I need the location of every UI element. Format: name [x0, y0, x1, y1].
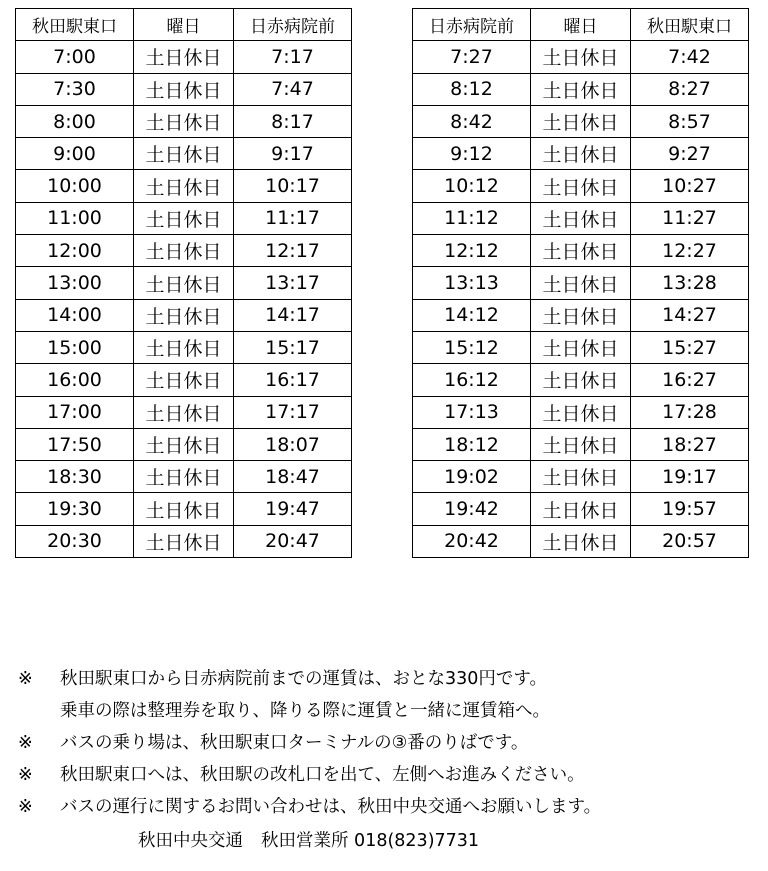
time-cell: 18:27: [631, 428, 749, 460]
note-line: [18, 759, 601, 791]
time-cell: 13:13: [413, 267, 531, 299]
column-header: 曜日: [531, 9, 631, 41]
time-cell: 16:00: [16, 364, 134, 396]
time-cell: 18:07: [234, 428, 352, 460]
day-cell: 土日休日: [134, 202, 234, 234]
note-mark: ※: [18, 733, 33, 753]
day-cell: 土日休日: [531, 461, 631, 493]
time-cell: 18:12: [413, 428, 531, 460]
time-cell: 7:17: [234, 41, 352, 73]
day-cell: 土日休日: [531, 41, 631, 73]
day-cell: 土日休日: [134, 525, 234, 557]
time-cell: 9:12: [413, 138, 531, 170]
time-cell: 8:17: [234, 105, 352, 137]
day-cell: 土日休日: [134, 428, 234, 460]
day-cell: 土日休日: [134, 493, 234, 525]
note-line: [18, 663, 601, 695]
time-cell: 8:12: [413, 73, 531, 105]
time-cell: 17:17: [234, 396, 352, 428]
time-cell: 12:12: [413, 235, 531, 267]
day-cell: 土日休日: [531, 331, 631, 363]
time-cell: 13:28: [631, 267, 749, 299]
table-row: [16, 41, 352, 73]
time-cell: 20:30: [16, 525, 134, 557]
footer-office: 秋田営業所 018(823)7731: [261, 831, 480, 851]
table-row: [413, 364, 749, 396]
left-header-row: [16, 9, 352, 41]
footer-company: 秋田中央交通: [138, 831, 243, 851]
day-cell: 土日休日: [531, 202, 631, 234]
day-cell: 土日休日: [531, 105, 631, 137]
table-row: [413, 235, 749, 267]
table-row: [16, 525, 352, 557]
time-cell: 19:17: [631, 461, 749, 493]
column-header: 日赤病院前: [413, 9, 531, 41]
table-row: [413, 493, 749, 525]
day-cell: 土日休日: [134, 461, 234, 493]
day-cell: 土日休日: [134, 331, 234, 363]
note-mark: ※: [18, 797, 33, 817]
table-row: [413, 138, 749, 170]
time-cell: 17:13: [413, 396, 531, 428]
day-cell: 土日休日: [134, 105, 234, 137]
column-header: 秋田駅東口: [631, 9, 749, 41]
note-text: 秋田駅東口へは、秋田駅の改札口を出て、左側へお進みください。: [60, 765, 585, 785]
table-row: [16, 331, 352, 363]
time-cell: 15:00: [16, 331, 134, 363]
day-cell: 土日休日: [134, 267, 234, 299]
note-text: 秋田駅東口から日赤病院前までの運賃は、おとな330円です。: [60, 669, 548, 689]
day-cell: 土日休日: [531, 525, 631, 557]
time-cell: 19:30: [16, 493, 134, 525]
table-row: [16, 428, 352, 460]
table-row: [16, 364, 352, 396]
table-row: [413, 267, 749, 299]
time-cell: 19:02: [413, 461, 531, 493]
table-row: [413, 105, 749, 137]
time-cell: 19:42: [413, 493, 531, 525]
time-cell: 20:57: [631, 525, 749, 557]
note-mark: ※: [18, 669, 33, 689]
day-cell: 土日休日: [531, 235, 631, 267]
table-row: [16, 202, 352, 234]
footer-contact: [138, 827, 479, 852]
day-cell: 土日休日: [531, 493, 631, 525]
note-line: [18, 791, 601, 823]
time-cell: 11:12: [413, 202, 531, 234]
time-cell: 18:47: [234, 461, 352, 493]
column-header: 曜日: [134, 9, 234, 41]
day-cell: 土日休日: [134, 396, 234, 428]
time-cell: 17:28: [631, 396, 749, 428]
time-cell: 14:17: [234, 299, 352, 331]
time-cell: 17:00: [16, 396, 134, 428]
time-cell: 7:30: [16, 73, 134, 105]
table-row: [413, 202, 749, 234]
time-cell: 15:17: [234, 331, 352, 363]
time-cell: 8:00: [16, 105, 134, 137]
time-cell: 10:00: [16, 170, 134, 202]
time-cell: 12:00: [16, 235, 134, 267]
time-cell: 19:47: [234, 493, 352, 525]
day-cell: 土日休日: [134, 299, 234, 331]
day-cell: 土日休日: [531, 170, 631, 202]
day-cell: 土日休日: [531, 364, 631, 396]
day-cell: 土日休日: [531, 73, 631, 105]
time-cell: 11:27: [631, 202, 749, 234]
time-cell: 15:27: [631, 331, 749, 363]
table-row: [16, 299, 352, 331]
time-cell: 10:12: [413, 170, 531, 202]
time-cell: 15:12: [413, 331, 531, 363]
time-cell: 14:00: [16, 299, 134, 331]
column-header: 日赤病院前: [234, 9, 352, 41]
time-cell: 14:12: [413, 299, 531, 331]
table-row: [413, 331, 749, 363]
day-cell: 土日休日: [531, 267, 631, 299]
table-row: [413, 299, 749, 331]
table-row: [16, 493, 352, 525]
time-cell: 20:47: [234, 525, 352, 557]
time-cell: 11:00: [16, 202, 134, 234]
time-cell: 7:42: [631, 41, 749, 73]
time-cell: 8:57: [631, 105, 749, 137]
time-cell: 9:00: [16, 138, 134, 170]
time-cell: 16:17: [234, 364, 352, 396]
time-cell: 9:27: [631, 138, 749, 170]
table-row: [413, 170, 749, 202]
time-cell: 19:57: [631, 493, 749, 525]
time-cell: 7:27: [413, 41, 531, 73]
time-cell: 16:27: [631, 364, 749, 396]
time-cell: 8:27: [631, 73, 749, 105]
time-cell: 20:42: [413, 525, 531, 557]
table-row: [413, 41, 749, 73]
table-row: [16, 235, 352, 267]
day-cell: 土日休日: [134, 138, 234, 170]
table-row: [16, 267, 352, 299]
time-cell: 17:50: [16, 428, 134, 460]
table-row: [413, 396, 749, 428]
time-cell: 18:30: [16, 461, 134, 493]
day-cell: 土日休日: [134, 73, 234, 105]
column-header: 秋田駅東口: [16, 9, 134, 41]
time-cell: 14:27: [631, 299, 749, 331]
day-cell: 土日休日: [531, 299, 631, 331]
table-row: [413, 73, 749, 105]
day-cell: 土日休日: [531, 138, 631, 170]
timetable-right: [412, 8, 749, 558]
time-cell: 8:42: [413, 105, 531, 137]
day-cell: 土日休日: [134, 235, 234, 267]
notes-section: [18, 663, 601, 823]
note-line: [18, 727, 601, 759]
timetable-left: [15, 8, 352, 558]
day-cell: 土日休日: [531, 428, 631, 460]
time-cell: 12:17: [234, 235, 352, 267]
time-cell: 7:00: [16, 41, 134, 73]
day-cell: 土日休日: [134, 41, 234, 73]
note-text: バスの運行に関するお問い合わせは、秋田中央交通へお願いします。: [60, 797, 602, 817]
right-header-row: [413, 9, 749, 41]
time-cell: 11:17: [234, 202, 352, 234]
day-cell: 土日休日: [531, 396, 631, 428]
table-row: [413, 525, 749, 557]
table-row: [413, 428, 749, 460]
table-row: [16, 461, 352, 493]
time-cell: 7:47: [234, 73, 352, 105]
time-cell: 16:12: [413, 364, 531, 396]
note-mark: ※: [18, 765, 33, 785]
time-cell: 10:27: [631, 170, 749, 202]
time-cell: 13:17: [234, 267, 352, 299]
table-row: [16, 105, 352, 137]
table-row: [16, 138, 352, 170]
time-cell: 9:17: [234, 138, 352, 170]
time-cell: 12:27: [631, 235, 749, 267]
note-text: バスの乗り場は、秋田駅東口ターミナルの③番のりばです。: [60, 733, 529, 753]
time-cell: 10:17: [234, 170, 352, 202]
table-row: [16, 170, 352, 202]
day-cell: 土日休日: [134, 170, 234, 202]
time-cell: 13:00: [16, 267, 134, 299]
table-row: [16, 396, 352, 428]
day-cell: 土日休日: [134, 364, 234, 396]
note-text: 乗車の際は整理券を取り、降りる際に運賃と一緒に運賃箱へ。: [60, 701, 550, 721]
table-row: [413, 461, 749, 493]
note-line: [18, 695, 601, 727]
table-row: [16, 73, 352, 105]
